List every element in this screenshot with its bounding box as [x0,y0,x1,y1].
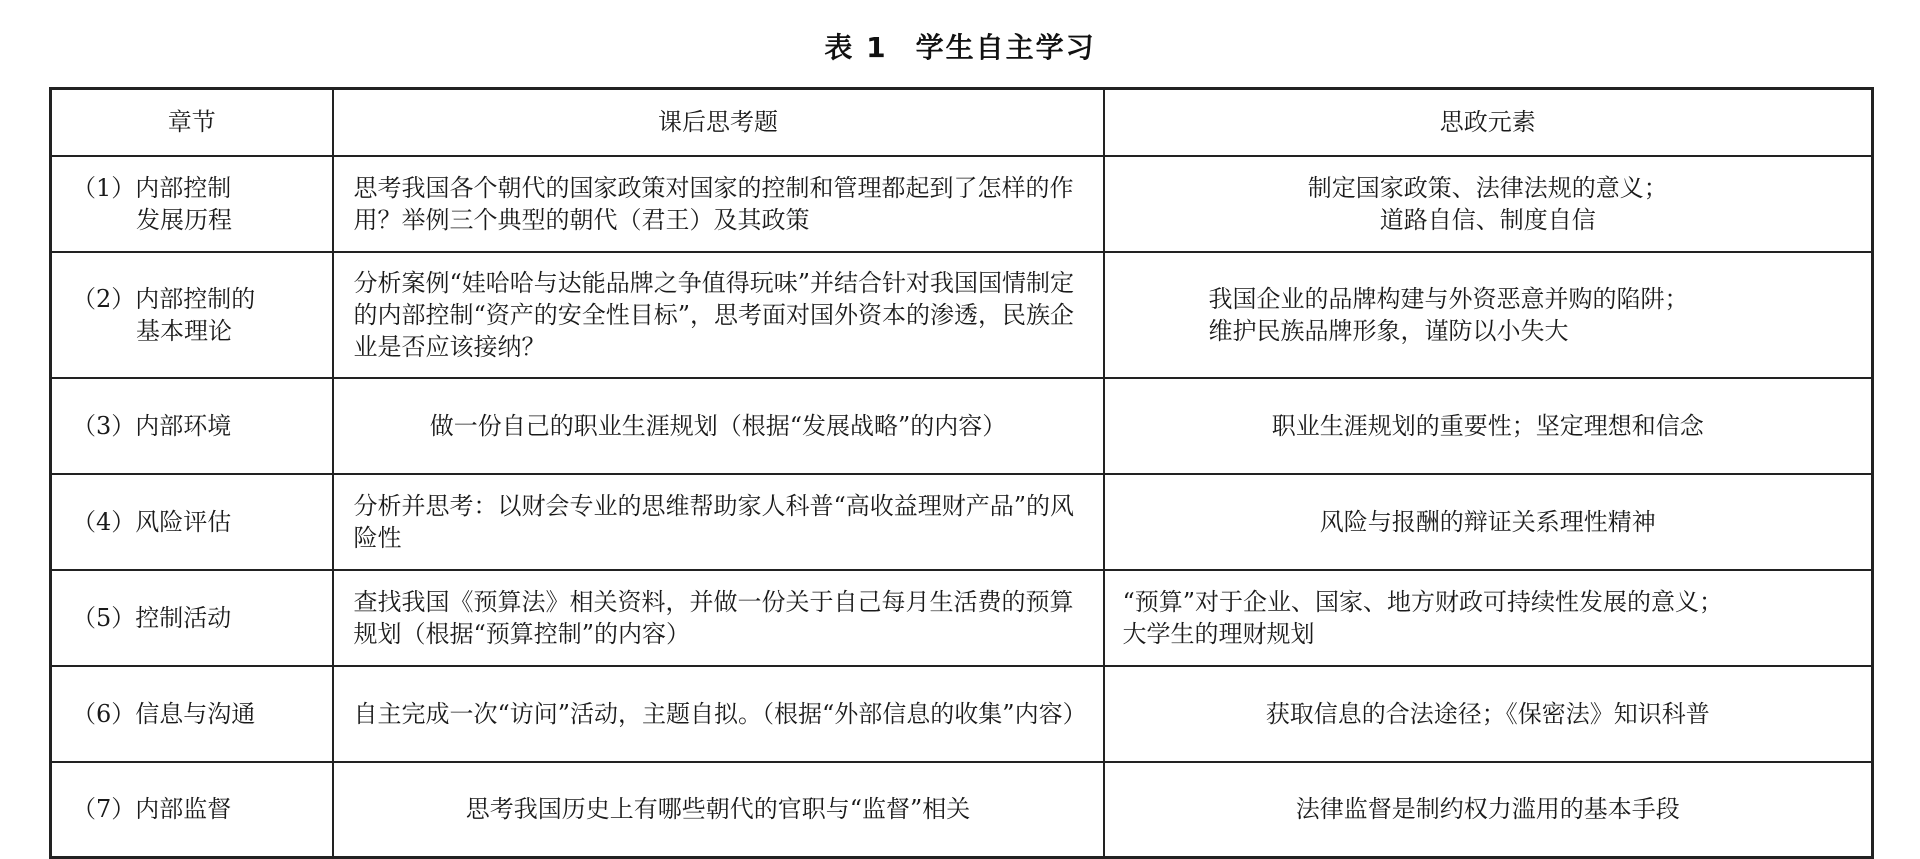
chapter-label-continued: 发展历程 [136,205,232,234]
chapter-cell [51,570,333,666]
table-header-row [51,89,1873,156]
element-line: 获取信息的合法途径；《保密法》知识科普 [1265,699,1710,728]
table-row [51,474,1873,570]
chapter-label: （7）内部监督 [72,795,232,824]
element-cell [1104,252,1873,378]
chapter-cell [51,762,333,858]
table-title: 学生自主学习 [915,31,1096,64]
question-cell: 分析并思考：以财会专业的思维帮助家人科普“高收益理财产品”的风险性 [333,474,1104,570]
element-cell [1104,666,1873,762]
element-cell [1104,570,1873,666]
header-question: 课后思考题 [333,89,1104,156]
element-line: “预算”对于企业、国家、地方财政可持续性发展的意义； [1122,587,1724,616]
element-line: 道路自信、制度自信 [1379,205,1596,234]
question-cell: 分析案例“娃哈哈与达能品牌之争值得玩味”并结合针对我国国情制定的内部控制“资产的安全性目标”，思考面对国外资本的渗透，民族企业是否应该接纳？ [333,252,1104,378]
chapter-cell [51,378,333,474]
element-cell [1104,474,1873,570]
element-line: 职业生涯规划的重要性；坚定理想和信念 [1271,411,1704,440]
chapter-label-continued: 基本理论 [136,316,232,345]
question-cell: 思考我国历史上有哪些朝代的官职与“监督”相关 [333,762,1104,858]
table-row [51,378,1873,474]
table-row [51,762,1873,858]
table-row [51,156,1873,252]
table-row [51,570,1873,666]
question-cell: 做一份自己的职业生涯规划（根据“发展战略”的内容） [333,378,1104,474]
chapter-label: （3）内部环境 [72,411,232,440]
element-line: 大学生的理财规划 [1122,619,1315,648]
chapter-label: （1）内部控制 [72,173,232,202]
table-row [51,252,1873,378]
element-line: 风险与报酬的辩证关系理性精神 [1319,507,1656,536]
element-line: 我国企业的品牌构建与外资恶意并购的陷阱； [1208,284,1689,313]
question-cell: 思考我国各个朝代的国家政策对国家的控制和管理都起到了怎样的作用？举例三个典型的朝代（君王）及其政策 [333,156,1104,252]
question-cell: 查找我国《预算法》相关资料，并做一份关于自己每月生活费的预算规划（根据“预算控制”的内容） [333,570,1104,666]
table-row [51,666,1873,762]
element-cell [1104,156,1873,252]
table-number: 表 1 [824,31,888,64]
chapter-label: （2）内部控制的 [72,284,256,313]
element-cell [1104,762,1873,858]
chapter-label: （6）信息与沟通 [72,699,256,728]
chapter-cell [51,252,333,378]
chapter-label: （4）风险评估 [72,507,232,536]
table-caption [0,26,1920,66]
chapter-label: （5）控制活动 [72,603,232,632]
study-table [49,87,1874,859]
chapter-cell [51,156,333,252]
chapter-cell [51,474,333,570]
element-cell [1104,378,1873,474]
chapter-cell [51,666,333,762]
question-cell: 自主完成一次“访问”活动，主题自拟。（根据“外部信息的收集”内容） [333,666,1104,762]
element-line: 维护民族品牌形象，谨防以小失大 [1208,316,1569,345]
element-line: 制定国家政策、法律法规的意义； [1307,173,1668,202]
element-line: 法律监督是制约权力滥用的基本手段 [1295,795,1680,824]
header-element: 思政元素 [1104,89,1873,156]
header-chapter: 章节 [51,89,333,156]
